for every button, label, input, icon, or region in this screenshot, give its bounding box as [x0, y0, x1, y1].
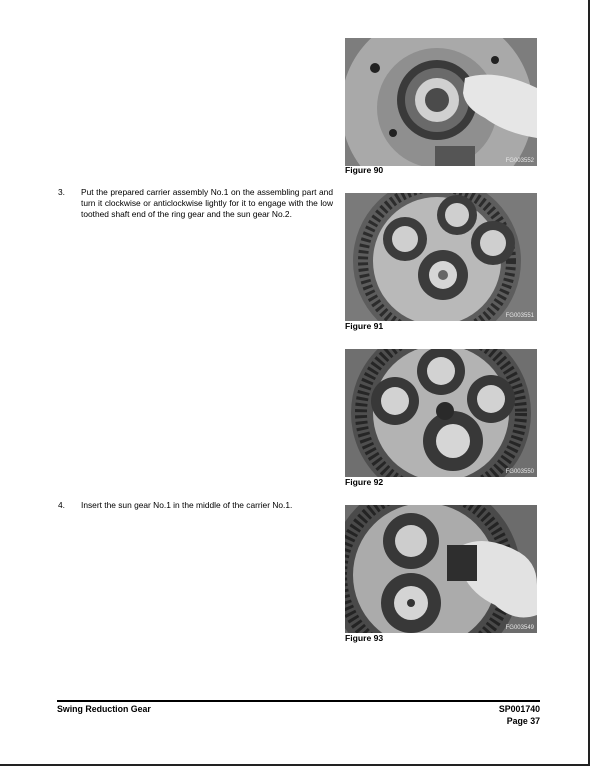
step-number: 3.: [58, 187, 65, 197]
step-3: [58, 187, 334, 235]
figure-92-image: [345, 349, 537, 477]
figure-90-photo: [345, 38, 537, 166]
step-number: 4.: [58, 500, 65, 510]
figure-92-caption: Figure 92: [345, 477, 384, 487]
figure-code: FG003550: [505, 469, 534, 475]
figure-code: FG003551: [505, 313, 534, 319]
step-text: Put the prepared carrier assembly No.1 on the assembling part and turn it clockwise or anticlockwise lightly for it to engage with the low toothed shaft end of the ring gear and the sun gear No.2.: [81, 187, 333, 220]
footer-divider: [57, 700, 540, 702]
figure-93-caption: Figure 93: [345, 633, 384, 643]
footer-page-info: [499, 704, 540, 727]
step-4: [58, 500, 334, 514]
footer-page-label: Page 37: [506, 715, 540, 726]
figure-91-image: [345, 193, 537, 321]
figure-91-photo: [345, 193, 537, 321]
footer-doc-number: SP001740: [498, 704, 540, 714]
figure-code: FG003549: [505, 625, 534, 631]
figure-90-caption: Figure 90: [345, 165, 384, 175]
step-text: Insert the sun gear No.1 in the middle of the carrier No.1.: [81, 500, 293, 510]
figure-91-caption: Figure 91: [345, 321, 384, 331]
footer-section-title: Swing Reduction Gear: [57, 704, 151, 714]
figure-93-image: [345, 505, 537, 633]
figure-90-image: [345, 38, 537, 166]
figure-92-photo: [345, 349, 537, 477]
figure-code: FG003552: [505, 158, 534, 164]
figure-93-photo: [345, 505, 537, 633]
